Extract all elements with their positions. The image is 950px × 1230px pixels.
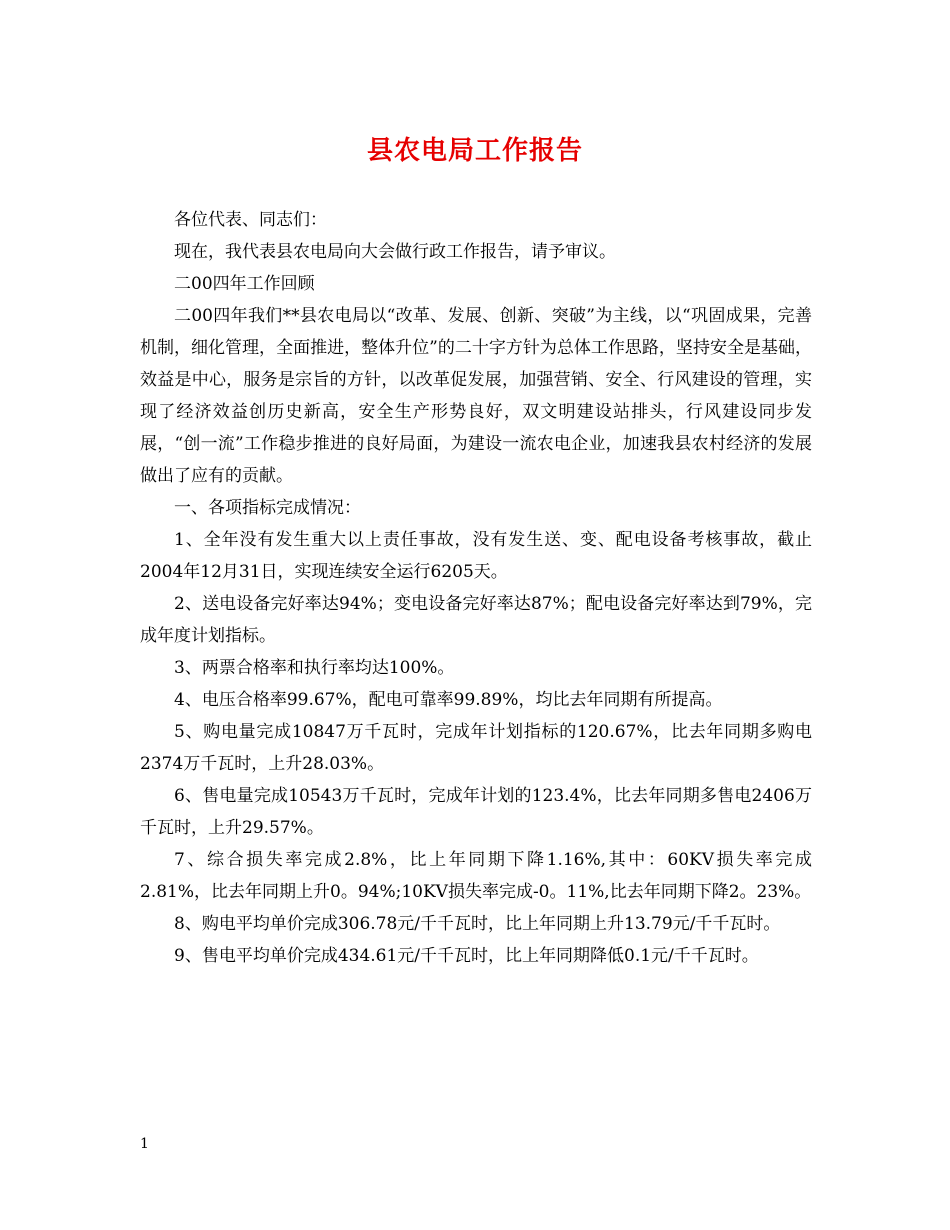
document-title: 县农电局工作报告 <box>366 136 583 166</box>
indicator-item-5: 5、购电量完成10847万千瓦时，完成年计划指标的120.67%，比去年同期多购电2374万千瓦时，上升28.03%。 <box>140 722 812 774</box>
page-number: 1 <box>140 1136 149 1152</box>
indicator-item-1: 1、全年没有发生重大以上责任事故，没有发生送、变、配电设备考核事故，截止2004年12月31日，实现连续安全运行6205天。 <box>140 530 812 582</box>
indicator-item-7: 7、综合损失率完成2.8%，比上年同期下降1.16%,其中：60KV损失率完成2.81%，比去年同期上升0。94%;10KV损失率完成-0。11%,比去年同期下降2。23%。 <box>140 850 812 902</box>
section-heading-indicators: 一、各项指标完成情况： <box>174 498 361 518</box>
indicator-item-9: 9、售电平均单价完成434.61元/千千瓦时，比上年同期降低0.1元/千千瓦时。 <box>174 946 759 966</box>
section-heading-review: 二00四年工作回顾 <box>174 274 315 294</box>
document-body <box>140 204 812 972</box>
indicator-item-3: 3、两票合格率和执行率均达100%。 <box>174 658 455 678</box>
indicator-item-6: 6、售电量完成10543万千瓦时，完成年计划的123.4%，比去年同期多售电2406万千瓦时，上升29.57%。 <box>140 786 812 838</box>
paragraph-summary: 二00四年我们**县农电局以“改革、发展、创新、突破”为主线，以“巩固成果，完善机制，细化管理，全面推进，整体升位”的二十字方针为总体工作思路，坚持安全是基础，效益是中心，服务是宗旨的方针，以改革促发展，加强营销、安全、行风建设的管理，实现了经济效益创历史新高，安全生产形势良好，双文明建设站排头，行风建设同步发展，“创一流”工作稳步推进的良好局面，为建设一流农电企业，加速我县农村经济的发展做出了应有的贡献。 <box>140 306 812 486</box>
indicator-item-8: 8、购电平均单价完成306.78元/千千瓦时，比上年同期上升13.79元/千千瓦时。 <box>174 914 781 934</box>
paragraph-greeting: 各位代表、同志们： <box>174 210 327 230</box>
indicator-item-4: 4、电压合格率99.67%，配电可靠率99.89%，均比去年同期有所提高。 <box>174 690 723 710</box>
indicator-item-2: 2、送电设备完好率达94%；变电设备完好率达87%；配电设备完好率达到79%，完成年度计划指标。 <box>140 594 812 646</box>
paragraph-intro: 现在，我代表县农电局向大会做行政工作报告，请予审议。 <box>174 242 616 262</box>
